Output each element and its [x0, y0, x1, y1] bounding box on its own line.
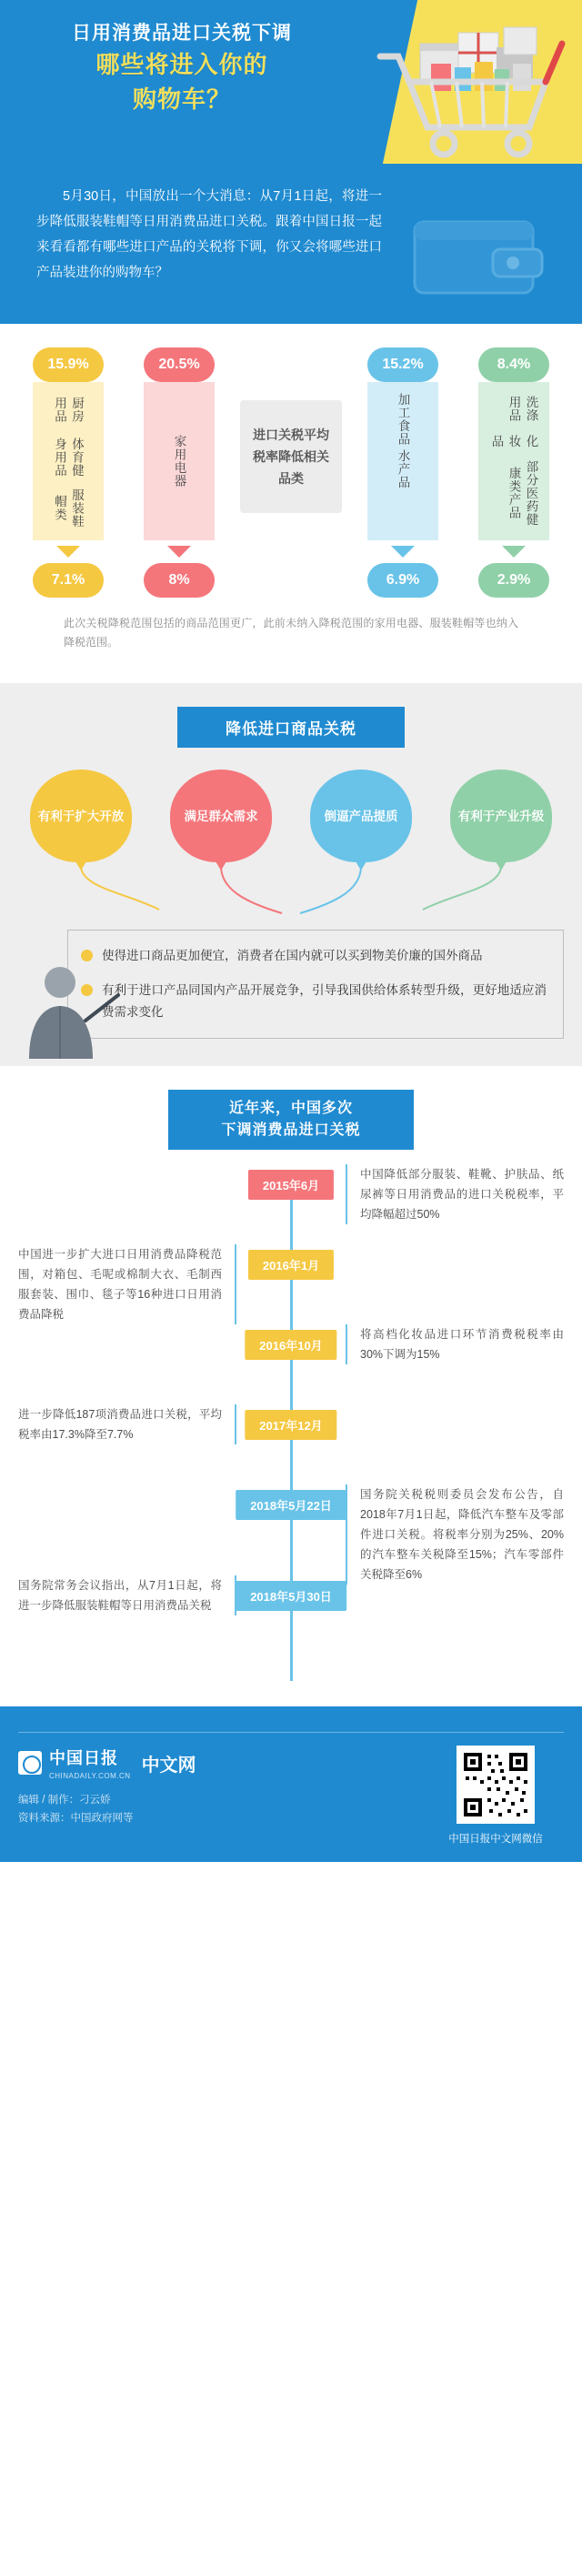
timeline-title-line1: 近年来，中国多次 — [228, 1101, 353, 1116]
footer-source: 资料来源：中国政府网等 — [18, 1813, 134, 1824]
tariff-label-c: 部分医药健康类产品 — [507, 459, 538, 527]
tariff-chart-section — [0, 324, 582, 661]
tariff-center-label-box — [240, 347, 342, 513]
timeline-description: 中国降低部分服装、鞋靴、护肤品、纸尿裤等日用消费品的进口关税税率，平均降幅超过50% — [346, 1164, 564, 1224]
header-banner — [0, 0, 582, 164]
timeline-description: 将高档化妆品进口环节消费税税率由30%下调为15% — [346, 1324, 564, 1364]
tariff-column-food — [353, 347, 453, 598]
tariff-columns — [18, 347, 564, 598]
tariff-bar — [478, 382, 549, 540]
tariff-label-c: 服装鞋帽类 — [53, 488, 84, 528]
tariff-after-value: 7.1% — [33, 563, 104, 598]
timeline-row — [18, 1410, 564, 1490]
tariff-before-value: 8.4% — [478, 347, 549, 382]
tariff-label-b: 水产品 — [396, 449, 410, 489]
intro-paragraph: 5月30日，中国放出一个大消息：从7月1日起，将进一步降低服装鞋帽等日用消费品进口关税。跟着中国日报一起来看看都有哪些进口产品的关税将下调，你又会将哪些进口产品装进你的购物车？ — [36, 189, 382, 280]
footer — [0, 1706, 582, 1862]
tariff-bar — [367, 382, 438, 540]
timeline-title — [168, 1090, 414, 1150]
tariff-bar — [144, 382, 215, 540]
shopping-cart-icon — [367, 16, 577, 162]
tariff-label-b: 体育健身用品 — [53, 437, 84, 477]
benefit-bullet-item — [81, 980, 547, 1023]
benefits-section — [0, 683, 582, 1066]
footer-qr-block — [427, 1746, 564, 1846]
tariff-bar — [33, 382, 104, 540]
timeline-row — [18, 1490, 564, 1581]
down-arrow-icon — [167, 546, 191, 558]
tariff-before-value: 15.2% — [367, 347, 438, 382]
tariff-before-value: 15.9% — [33, 347, 104, 382]
timeline-row — [18, 1330, 564, 1410]
benefit-balloon-label: 有利于产业升级 — [457, 809, 545, 823]
header-title-group — [0, 20, 364, 116]
timeline-date-tag: 2015年6月 — [248, 1170, 334, 1200]
brand-suffix: 中文网 — [141, 1755, 196, 1776]
brand-logo-group[interactable] — [18, 1746, 427, 1780]
benefit-bullet-text: 有利于进口产品同国内产品开展竞争，引导我国供给体系转型升级，更好地适应消费需求变化 — [102, 983, 547, 1019]
down-arrow-icon — [502, 546, 526, 558]
china-daily-logo-icon — [18, 1751, 42, 1775]
tariff-label-a: 加工食品 — [396, 393, 410, 446]
tariff-center-label: 进口关税平均税率降低相关品类 — [240, 400, 342, 513]
qr-code-icon[interactable] — [457, 1746, 535, 1824]
timeline-description: 国务院常务会议指出，从7月1日起，将进一步降低服装鞋帽等日用消费品关税 — [18, 1575, 236, 1615]
timeline-row — [18, 1581, 564, 1681]
wallet-icon — [406, 206, 551, 306]
timeline-date-tag: 2018年5月30日 — [236, 1581, 346, 1611]
header-line3: 购物车？ — [132, 86, 231, 113]
benefits-detail-block — [18, 930, 564, 1057]
benefit-balloon-label: 满足群众需求 — [184, 809, 258, 823]
timeline-list — [18, 1170, 564, 1681]
timeline-section — [0, 1066, 582, 1690]
benefit-balloon-1 — [18, 770, 144, 862]
tariff-note: 此次关税降税范围包括的商品范围更广，此前未纳入降税范围的家用电器、服装鞋帽等也纳入降税范围。 — [64, 617, 518, 649]
benefits-bullet-box — [67, 930, 564, 1039]
timeline-title-line2: 下调消费品进口关税 — [221, 1122, 361, 1138]
benefit-bullet-text: 使得进口商品更加便宜，消费者在国内就可以买到物美价廉的国外商品 — [102, 949, 483, 962]
tariff-column-apparel — [18, 347, 118, 598]
timeline-date-tag: 2016年1月 — [248, 1250, 334, 1280]
benefit-bullet-item — [81, 945, 547, 967]
down-arrow-icon — [56, 546, 80, 558]
benefit-balloon-label: 有利于扩大开放 — [37, 809, 125, 823]
timeline-row — [18, 1250, 564, 1330]
timeline-date-tag: 2018年5月22日 — [236, 1490, 346, 1520]
tariff-before-value: 20.5% — [144, 347, 215, 382]
timeline-date-tag: 2016年10月 — [245, 1330, 336, 1360]
header-line1: 日用消费品进口关税下调 — [72, 23, 292, 44]
benefit-balloon-2 — [158, 770, 284, 862]
benefit-balloon-3 — [298, 770, 424, 862]
tariff-label-a: 洗涤用品 — [507, 396, 538, 423]
tariff-label-a: 厨房用品 — [53, 397, 84, 424]
benefit-balloon-4 — [438, 770, 564, 862]
tariff-column-appliances — [129, 347, 229, 598]
footer-editor: 编辑 / 制作：刁云娇 — [18, 1795, 111, 1806]
intro-section — [0, 164, 582, 324]
tariff-column-cosmetics — [464, 347, 564, 598]
qr-caption: 中国日报中文网微信 — [448, 1834, 543, 1845]
tariff-after-value: 6.9% — [367, 563, 438, 598]
benefit-balloon-label: 倒逼产品提质 — [324, 809, 398, 823]
tariff-label-a: 家用电器 — [172, 435, 186, 488]
footer-brand-block — [18, 1746, 427, 1827]
timeline-date-tag: 2017年12月 — [245, 1410, 336, 1440]
tariff-after-value: 8% — [144, 563, 215, 598]
timeline-description: 国务院关税税则委员会发布公告，自2018年7月1日起，降低汽车整车及零部件进口关税。将税率分别为25%、20%的汽车整车关税降至15%；汽车零部件关税降至6% — [346, 1484, 564, 1585]
brand-url: CHINADAILY.COM.CN — [49, 1772, 131, 1780]
timeline-description: 进一步降低187项消费品进口关税，平均税率由17.3%降至7.7% — [18, 1404, 236, 1444]
speaker-person-icon — [13, 959, 122, 1059]
timeline-description: 中国进一步扩大进口日用消费品降税范围，对箱包、毛呢或棉制大衣、毛制西服套装、围巾、毯子等16种进口日用消费品降税 — [18, 1244, 236, 1324]
down-arrow-icon — [391, 546, 415, 558]
brand-name: 中国日报 — [49, 1749, 118, 1767]
benefits-title: 降低进口商品关税 — [177, 707, 405, 748]
benefit-balloons — [18, 770, 564, 862]
timeline-row — [18, 1170, 564, 1250]
tariff-after-value: 2.9% — [478, 563, 549, 598]
footer-divider — [18, 1732, 564, 1733]
tariff-label-b: 化妆品 — [489, 434, 538, 448]
header-line2: 哪些将进入你的 — [95, 51, 268, 78]
balloon-strings-decoration — [18, 862, 564, 926]
